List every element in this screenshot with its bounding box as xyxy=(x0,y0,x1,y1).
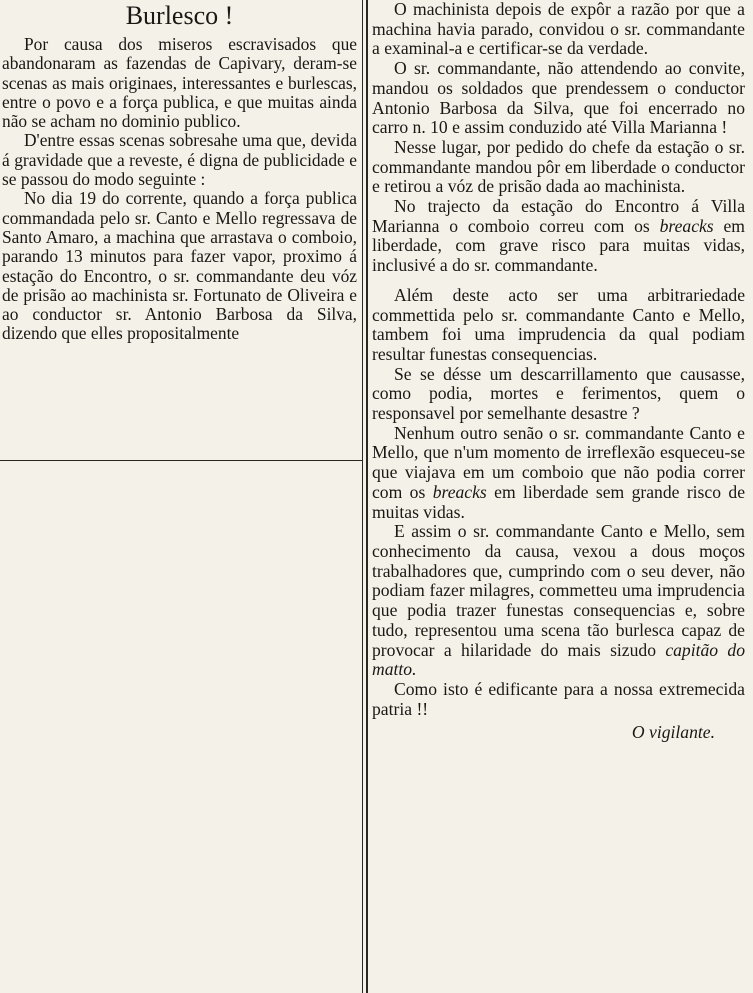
left-paragraph-1: Por causa dos miseros escravisados que abandonaram as fazendas de Capivary, deram-se scenas as mais originaes, interessantes e burlescas, entre o povo e a força publica, e que muitas ainda não se acham no dominio publico. xyxy=(2,34,357,132)
p4-italic: breacks xyxy=(659,215,714,236)
column-rule-right xyxy=(366,0,368,993)
left-column xyxy=(2,0,357,344)
right-paragraph-8 xyxy=(372,522,745,680)
right-paragraph-7 xyxy=(372,424,745,523)
p7-text-before: Nenhum outro senão o sr. commandante Canto e Mello, que n'um momento de irreflexão esqueceu-se que viajava em um comboio que não podia correr com os xyxy=(372,422,745,502)
signature: O vigilante. xyxy=(631,722,715,743)
left-paragraph-3: No dia 19 do corrente, quando a força publica commandada pelo sr. Canto e Mello regressava de Santo Amaro, a machina que arrastava o comboio, parando 13 minutos para fazer vapor, proximo á estação do Encontro, o sr. commandante deu vóz de prisão ao machinista sr. Fortunato de Oliveira e ao conductor sr. Antonio Barbosa da Silva, dizendo que elles propositalmente xyxy=(2,188,357,344)
p7-text-after: em liberdade sem grande risco de muitas vidas. xyxy=(372,481,745,522)
left-column-bottom-rule xyxy=(0,460,362,461)
right-paragraph-6: Se se désse um descarrillamento que causasse, como podia, mortes e ferimentos, quem o responsavel por semelhante desastre ? xyxy=(372,363,745,424)
p4-text-before: No trajecto da estação do Encontro á Villa Marianna o comboio correu com os xyxy=(372,196,745,236)
right-column xyxy=(372,0,745,743)
right-paragraph-2: O sr. commandante, não attendendo ao convite, mandou os soldados que prendessem o conductor Antonio Barbosa da Silva, que foi encerrado no carro n. 10 e assim conduzido até Villa Marianna ! xyxy=(372,58,745,138)
p8-italic: capitão do matto. xyxy=(372,639,745,680)
article-title: Burlesco ! xyxy=(125,1,234,30)
p4-text-after: em liberdade, com grave risco para muitas vidas, inclusivé a do sr. commandante. xyxy=(372,215,745,276)
p8-text-before: E assim o sr. commandante Canto e Mello, sem conhecimento da causa, vexou a dous moços trabalhadores que, cumprindo com o seu dever, não podiam fazer milagres, commetteu uma imprudencia que podia trazer funestas consequencias e, sobre tudo, representou uma scena tão burlesca capaz de provocar a hilaridade do mais sizudo xyxy=(372,521,745,660)
right-paragraph-3: Nesse lugar, por pedido do chefe da estação o sr. commandante mandou pôr em liberdade o conductor e retirou a vóz de prisão dada ao machinista. xyxy=(372,136,745,197)
p7-italic: breacks xyxy=(432,481,487,502)
right-paragraph-5: Além deste acto ser uma arbitrariedade commettida pelo sr. commandante Canto e Mello, tambem foi uma imprudencia da qual podiam resultar funestas consequencias. xyxy=(372,284,745,364)
right-paragraph-1: O machinista depois de expôr a razão por que a machina havia parado, convidou o sr. commandante a examinal-a e certificar-se da verdade. xyxy=(372,0,745,59)
right-paragraph-9: Como isto é edificante para a nossa extremecida patria !! xyxy=(372,678,745,719)
left-paragraph-2: D'entre essas scenas sobresahe uma que, devida á gravidade que a reveste, é digna de publicidade e se passou do modo seguinte : xyxy=(2,130,357,190)
right-paragraph-4 xyxy=(372,197,745,276)
column-rule-left xyxy=(362,0,363,993)
